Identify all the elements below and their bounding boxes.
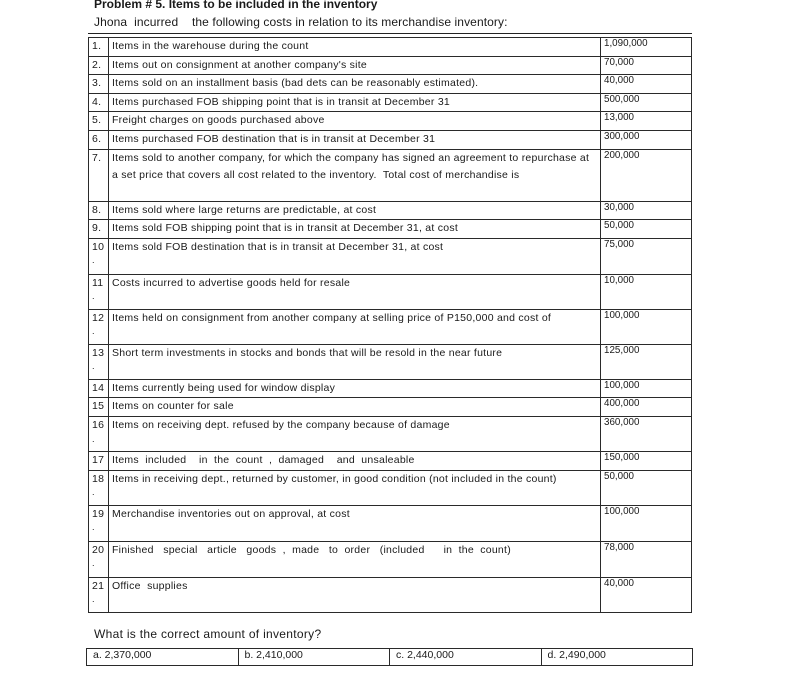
item-amount: 70,000	[601, 56, 692, 75]
item-number: 4.	[92, 95, 102, 108]
item-number: 6.	[92, 132, 102, 145]
intro-name: Jhona incurred	[94, 15, 179, 29]
item-number: 8.	[92, 203, 102, 216]
item-number-mark: .	[92, 361, 95, 372]
item-description: Items sold on an installment basis (bad dets can be reasonably estimated).	[112, 77, 479, 90]
item-amount: 40,000	[601, 75, 692, 94]
item-description-cell	[109, 201, 601, 220]
item-amount: 300,000	[601, 130, 692, 149]
item-number-cell	[89, 38, 109, 57]
item-row	[89, 505, 692, 541]
item-number-mark: .	[92, 487, 95, 498]
item-description: Items on receiving dept. refused by the company because of damage	[112, 418, 450, 431]
item-number-cell	[89, 130, 109, 149]
item-description-cell	[109, 470, 601, 505]
item-amount: 500,000	[601, 93, 692, 112]
item-description-cell	[109, 75, 601, 94]
item-number-cell	[89, 112, 109, 131]
item-description: Items held on consignment from another company at selling price of P150,000 and cost of	[112, 311, 552, 324]
question-text: What is the correct amount of inventory?	[94, 627, 322, 641]
item-number-cell	[89, 470, 109, 505]
item-row	[89, 274, 692, 309]
item-amount: 400,000	[601, 398, 692, 417]
item-number-cell	[89, 577, 109, 612]
item-description: Items sold to another company, for which the company has signed an agreement to repurchase at a set price that covers all cost related to the inventory. Total cost of merchandise is	[112, 151, 593, 182]
item-description: Items included in the count , damaged and unsaleable	[112, 453, 415, 466]
item-number-cell	[89, 149, 109, 201]
item-amount: 13,000	[601, 112, 692, 131]
item-description-cell	[109, 416, 601, 451]
item-number-mark: .	[92, 558, 95, 569]
item-description: Items currently being used for window display	[112, 381, 336, 394]
item-row	[89, 470, 692, 505]
item-number-cell	[89, 416, 109, 451]
item-amount: 40,000	[601, 577, 692, 612]
item-number-mark: .	[92, 594, 95, 605]
item-description-cell	[109, 238, 601, 274]
item-amount: 75,000	[601, 238, 692, 274]
choice-a[interactable]: a. 2,370,000	[87, 649, 239, 666]
item-number-mark: .	[92, 291, 95, 302]
item-amount: 78,000	[601, 541, 692, 577]
choice-d[interactable]: d. 2,490,000	[541, 649, 693, 666]
item-row	[89, 541, 692, 577]
item-row	[89, 309, 692, 344]
item-number: 18	[92, 472, 105, 485]
item-description-cell	[109, 112, 601, 131]
item-number-cell	[89, 238, 109, 274]
item-description-cell	[109, 577, 601, 612]
item-description: Items sold FOB destination that is in transit at December 31, at cost	[112, 240, 444, 253]
item-number-mark: .	[92, 326, 95, 337]
item-number-cell	[89, 93, 109, 112]
item-description: Items out on consignment at another company's site	[112, 58, 367, 71]
item-description: Merchandise inventories out on approval, at cost	[112, 507, 350, 520]
item-amount: 1,090,000	[601, 38, 692, 57]
inventory-items-table	[88, 37, 692, 613]
item-number-cell	[89, 75, 109, 94]
answer-choices	[86, 648, 693, 666]
item-row	[89, 149, 692, 201]
item-amount: 360,000	[601, 416, 692, 451]
intro-text	[94, 15, 508, 29]
item-number: 1.	[92, 40, 102, 52]
item-number: 21	[92, 579, 105, 592]
item-description: Freight charges on goods purchased above	[112, 114, 325, 127]
item-row	[89, 398, 692, 417]
item-row	[89, 38, 692, 57]
item-number: 3.	[92, 77, 102, 90]
item-description-cell	[109, 505, 601, 541]
item-description-cell	[109, 379, 601, 398]
item-description: Items in receiving dept., returned by customer, in good condition (not included in the count)	[112, 472, 557, 485]
item-number: 11	[92, 276, 104, 289]
problem-title: Problem # 5. Items to be included in the inventory	[94, 0, 378, 11]
choice-c[interactable]: c. 2,440,000	[390, 649, 542, 666]
item-row	[89, 112, 692, 131]
item-number: 10	[92, 240, 105, 253]
item-amount: 125,000	[601, 344, 692, 379]
item-row	[89, 416, 692, 451]
item-amount: 50,000	[601, 470, 692, 505]
item-number-cell	[89, 201, 109, 220]
item-amount: 200,000	[601, 149, 692, 201]
item-amount: 100,000	[601, 505, 692, 541]
item-number-cell	[89, 505, 109, 541]
item-number: 9.	[92, 222, 102, 235]
item-amount: 100,000	[601, 309, 692, 344]
item-number: 15	[92, 400, 105, 413]
item-description-cell	[109, 149, 601, 201]
item-description-cell	[109, 274, 601, 309]
item-description: Items purchased FOB destination that is in transit at December 31	[112, 132, 436, 145]
item-row	[89, 379, 692, 398]
item-description: Items on counter for sale	[112, 400, 234, 413]
item-row	[89, 238, 692, 274]
item-description: Items sold where large returns are predictable, at cost	[112, 203, 377, 216]
item-description-cell	[109, 56, 601, 75]
item-description-cell	[109, 93, 601, 112]
item-number-cell	[89, 398, 109, 417]
item-row	[89, 344, 692, 379]
item-description-cell	[109, 541, 601, 577]
item-description: Costs incurred to advertise goods held for resale	[112, 276, 351, 289]
item-number-cell	[89, 451, 109, 470]
item-number-cell	[89, 541, 109, 577]
item-description-cell	[109, 344, 601, 379]
item-number: 2.	[92, 58, 102, 71]
item-row	[89, 75, 692, 94]
item-number-cell	[89, 220, 109, 239]
item-row	[89, 56, 692, 75]
item-description: Items in the warehouse during the count	[112, 40, 309, 52]
item-description-cell	[109, 130, 601, 149]
item-description: Items sold FOB shipping point that is in transit at December 31, at cost	[112, 222, 458, 235]
item-number: 19	[92, 507, 105, 520]
item-description: Finished special article goods , made to order (included in the count)	[112, 543, 511, 556]
item-number: 5.	[92, 114, 102, 127]
item-amount: 50,000	[601, 220, 692, 239]
item-number: 7.	[92, 151, 102, 164]
item-description-cell	[109, 38, 601, 57]
item-number-cell	[89, 379, 109, 398]
item-number: 14	[92, 381, 105, 394]
item-number-mark: .	[92, 522, 95, 533]
item-description: Office supplies	[112, 579, 188, 592]
item-row	[89, 577, 692, 612]
item-row	[89, 451, 692, 470]
item-amount: 150,000	[601, 451, 692, 470]
item-amount: 100,000	[601, 379, 692, 398]
choice-b[interactable]: b. 2,410,000	[238, 649, 390, 666]
item-number: 20	[92, 543, 105, 556]
item-description-cell	[109, 220, 601, 239]
items-body	[89, 38, 692, 613]
item-number-mark: .	[92, 433, 95, 444]
item-amount: 10,000	[601, 274, 692, 309]
item-number-cell	[89, 309, 109, 344]
item-number: 13	[92, 346, 105, 359]
item-row	[89, 93, 692, 112]
item-description: Items purchased FOB shipping point that is in transit at December 31	[112, 95, 450, 108]
item-description-cell	[109, 398, 601, 417]
item-number: 16	[92, 418, 105, 431]
item-number-cell	[89, 56, 109, 75]
item-row	[89, 220, 692, 239]
intro-rest: the following costs in relation to its merchandise inventory:	[191, 15, 508, 29]
item-number-cell	[89, 274, 109, 309]
item-number-mark: .	[92, 255, 95, 266]
item-row	[89, 130, 692, 149]
item-row	[89, 201, 692, 220]
item-description-cell	[109, 309, 601, 344]
item-description: Short term investments in stocks and bonds that will be resold in the near future	[112, 346, 503, 359]
item-number-cell	[89, 344, 109, 379]
item-number: 17	[92, 453, 105, 466]
item-number: 12	[92, 311, 105, 324]
item-amount: 30,000	[601, 201, 692, 220]
intro-divider	[88, 33, 692, 34]
item-description-cell	[109, 451, 601, 470]
